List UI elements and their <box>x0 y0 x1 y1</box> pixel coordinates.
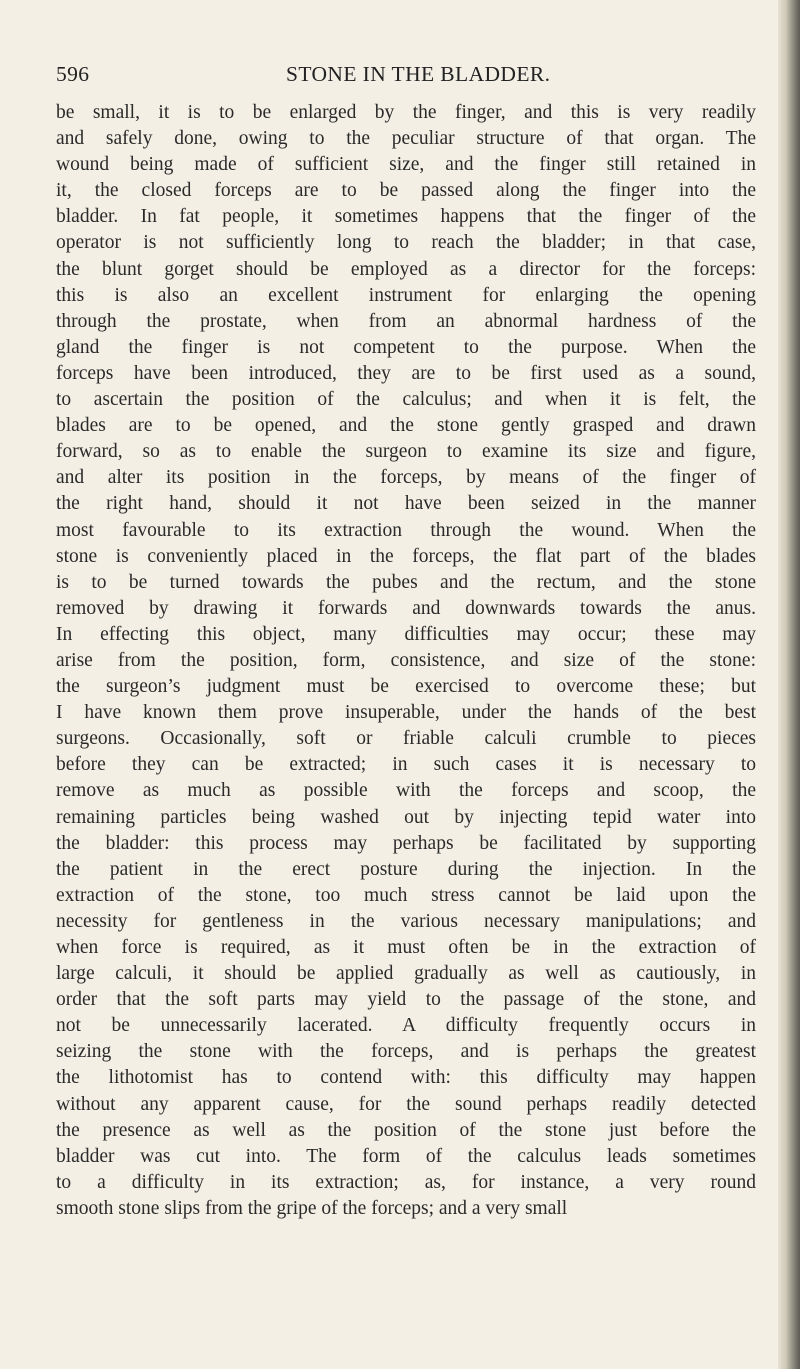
text-line: when force is required, as it must often be in the extraction of <box>56 937 756 958</box>
text-line: gland the finger is not competent to the purpose. When the <box>56 336 756 358</box>
text-line: the surgeon’s judgment must be exercised to overcome these; but <box>56 676 756 698</box>
text-line: necessity for gentleness in the various necessary manipulations; and <box>56 910 756 932</box>
text-line: wound being made of sufficient size, and the finger still retained in <box>56 154 756 176</box>
text-line: and safely done, owing to the peculiar structure of that organ. The <box>56 128 756 150</box>
text-line: order that the soft parts may yield to the passage of the stone, and <box>56 989 756 1011</box>
text-line: and alter its position in the forceps, by means of the finger of <box>56 467 756 489</box>
running-title: STONE IN THE BLADDER. <box>286 62 551 86</box>
text-line: forward, so as to enable the surgeon to examine its size and figure, <box>56 441 756 463</box>
text-line: be small, it is to be enlarged by the finger, and this is very readily <box>56 102 756 123</box>
text-line: extraction of the stone, too much stress cannot be laid upon the <box>56 884 756 906</box>
text-line: blades are to be opened, and the stone gently grasped and drawn <box>56 415 756 437</box>
text-line: remove as much as possible with the forceps and scoop, the <box>56 780 756 802</box>
text-line: is to be turned towards the pubes and the rectum, and the stone <box>56 571 756 593</box>
text-line: arise from the position, form, consistence, and size of the stone: <box>56 649 756 671</box>
text-line: it, the closed forceps are to be passed along the finger into the <box>56 180 756 202</box>
text-line: removed by drawing it forwards and downwards towards the anus. <box>56 597 756 619</box>
page-header <box>56 62 756 92</box>
text-line: not be unnecessarily lacerated. A difficulty frequently occurs in <box>56 1015 756 1037</box>
text-line: this is also an excellent instrument for enlarging the opening <box>56 284 756 306</box>
text-line: the bladder: this process may perhaps be facilitated by supporting <box>56 832 756 854</box>
text-line: to a difficulty in its extraction; as, for instance, a very round <box>56 1171 756 1193</box>
text-line: stone is conveniently placed in the forceps, the flat part of the blades <box>56 545 756 567</box>
text-line: the right hand, should it not have been seized in the manner <box>56 493 756 515</box>
text-line: the blunt gorget should be employed as a director for the forceps: <box>56 258 756 280</box>
text-line: smooth stone slips from the gripe of the forceps; and a very small <box>56 1197 568 1219</box>
body-text <box>56 100 756 1222</box>
text-line: forceps have been introduced, they are to be first used as a sound, <box>56 362 756 384</box>
text-line: without any apparent cause, for the sound perhaps readily detected <box>56 1093 756 1115</box>
text-line: surgeons. Occasionally, soft or friable calculi crumble to pieces <box>56 728 756 750</box>
text-line: remaining particles being washed out by injecting tepid water into <box>56 806 756 828</box>
text-line: I have known them prove insuperable, under the hands of the best <box>56 702 756 724</box>
text-line: before they can be extracted; in such cases it is necessary to <box>56 754 756 776</box>
text-line: to ascertain the position of the calculus; and when it is felt, the <box>56 389 756 411</box>
page-number: 596 <box>56 62 90 86</box>
text-line: operator is not sufficiently long to reach the bladder; in that case, <box>56 232 756 254</box>
text-line: the presence as well as the position of the stone just before the <box>56 1119 756 1141</box>
text-line: bladder. In fat people, it sometimes happens that the finger of the <box>56 206 756 228</box>
text-line: most favourable to its extraction through the wound. When the <box>56 519 756 541</box>
text-line: the patient in the erect posture during the injection. In the <box>56 858 756 880</box>
text-line: large calculi, it should be applied gradually as well as cautiously, in <box>56 963 756 985</box>
text-line: seizing the stone with the forceps, and is perhaps the greatest <box>56 1041 756 1063</box>
text-line: In effecting this object, many difficulties may occur; these may <box>56 623 756 645</box>
text-line: the lithotomist has to contend with: this difficulty may happen <box>56 1067 756 1089</box>
text-line: bladder was cut into. The form of the calculus leads sometimes <box>56 1145 756 1167</box>
text-line: through the prostate, when from an abnormal hardness of the <box>56 310 756 332</box>
page-edge-shadow <box>778 0 800 1369</box>
